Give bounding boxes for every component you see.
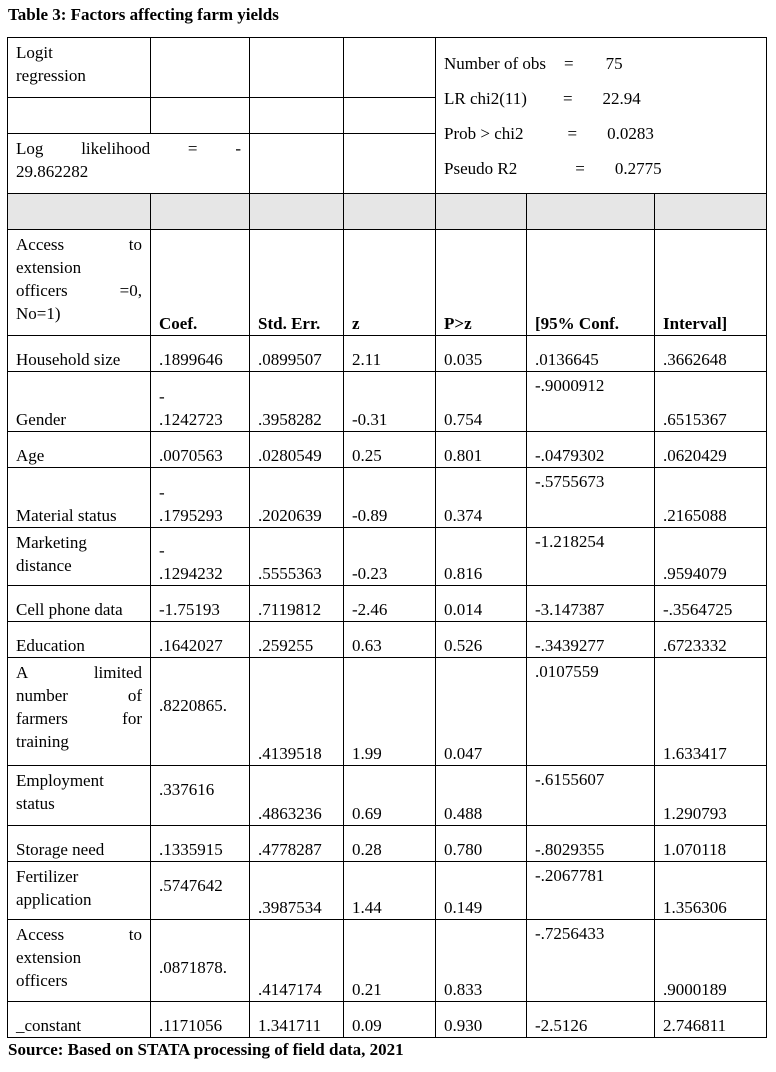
p-value: 0.754 bbox=[436, 372, 527, 432]
stat-equals: = bbox=[563, 54, 574, 73]
ci-low-value: -.0479302 bbox=[527, 432, 655, 468]
log-likelihood: Log likelihood = - 29.862282 bbox=[8, 134, 250, 194]
variable-name: Age bbox=[8, 432, 151, 468]
coef-value: - .1242723 bbox=[151, 372, 250, 432]
col-header-z: z bbox=[344, 230, 436, 336]
se-value: .0280549 bbox=[250, 432, 344, 468]
stat-value: 0.0283 bbox=[607, 124, 654, 143]
ci-low-value: .0107559 bbox=[527, 658, 655, 766]
stat-equals: = bbox=[567, 124, 578, 143]
p-value: 0.930 bbox=[436, 1002, 527, 1038]
z-value: -0.23 bbox=[344, 528, 436, 586]
z-value: 0.21 bbox=[344, 920, 436, 1002]
ci-high-value: 1.633417 bbox=[655, 658, 767, 766]
ci-high-value: 2.746811 bbox=[655, 1002, 767, 1038]
table-row bbox=[8, 826, 767, 862]
stat-value: 75 bbox=[605, 54, 623, 73]
variable-name: Material status bbox=[8, 468, 151, 528]
stat-label: Number of obs bbox=[444, 54, 546, 73]
p-value: 0.035 bbox=[436, 336, 527, 372]
z-value: 1.44 bbox=[344, 862, 436, 920]
ci-high-value: .3662648 bbox=[655, 336, 767, 372]
coef-value: .8220865. bbox=[151, 658, 250, 766]
stat-label: Pseudo R2 bbox=[444, 159, 518, 178]
variable-name: Household size bbox=[8, 336, 151, 372]
table-row bbox=[8, 336, 767, 372]
stat-label: LR chi2(11) bbox=[444, 89, 527, 108]
table-row bbox=[8, 622, 767, 658]
ci-low-value: -.5755673 bbox=[527, 468, 655, 528]
z-value: 1.99 bbox=[344, 658, 436, 766]
ci-low-value: -2.5126 bbox=[527, 1002, 655, 1038]
dependent-variable-label: Access to extension officers =0, No=1) bbox=[8, 230, 151, 336]
table-row bbox=[8, 658, 767, 766]
se-value: 1.341711 bbox=[250, 1002, 344, 1038]
p-value: 0.014 bbox=[436, 586, 527, 622]
coef-value: - .1294232 bbox=[151, 528, 250, 586]
p-value: 0.801 bbox=[436, 432, 527, 468]
ci-low-value: -.8029355 bbox=[527, 826, 655, 862]
p-value: 0.047 bbox=[436, 658, 527, 766]
z-value: 0.25 bbox=[344, 432, 436, 468]
ci-high-value: .6515367 bbox=[655, 372, 767, 432]
table-row bbox=[8, 468, 767, 528]
variable-name: A limited number of farmers for training bbox=[8, 658, 151, 766]
stat-line bbox=[444, 116, 758, 151]
variable-name: Storage need bbox=[8, 826, 151, 862]
table-row bbox=[8, 862, 767, 920]
se-value: .4863236 bbox=[250, 766, 344, 826]
coef-value: .1171056 bbox=[151, 1002, 250, 1038]
ci-high-value: .2165088 bbox=[655, 468, 767, 528]
col-header-ci-low: [95% Conf. bbox=[527, 230, 655, 336]
z-value: 0.63 bbox=[344, 622, 436, 658]
z-value: 0.09 bbox=[344, 1002, 436, 1038]
ci-high-value: 1.070118 bbox=[655, 826, 767, 862]
se-value: .0899507 bbox=[250, 336, 344, 372]
coef-value: .1899646 bbox=[151, 336, 250, 372]
column-header-row bbox=[8, 230, 767, 336]
se-value: .7119812 bbox=[250, 586, 344, 622]
variable-name: Employment status bbox=[8, 766, 151, 826]
ci-low-value: .0136645 bbox=[527, 336, 655, 372]
se-value: .4139518 bbox=[250, 658, 344, 766]
variable-name: Gender bbox=[8, 372, 151, 432]
z-value: -0.31 bbox=[344, 372, 436, 432]
stat-line bbox=[444, 81, 758, 116]
stat-equals: = bbox=[562, 89, 573, 108]
coef-value: .5747642 bbox=[151, 862, 250, 920]
variable-name: Fertilizer application bbox=[8, 862, 151, 920]
coef-value: -1.75193 bbox=[151, 586, 250, 622]
z-value: -2.46 bbox=[344, 586, 436, 622]
col-header-se: Std. Err. bbox=[250, 230, 344, 336]
table-row bbox=[8, 528, 767, 586]
p-value: 0.780 bbox=[436, 826, 527, 862]
ci-high-value: -.3564725 bbox=[655, 586, 767, 622]
col-header-coef: Coef. bbox=[151, 230, 250, 336]
table-row bbox=[8, 766, 767, 826]
ci-high-value: .9594079 bbox=[655, 528, 767, 586]
ci-low-value: -.3439277 bbox=[527, 622, 655, 658]
stat-value: 22.94 bbox=[602, 89, 641, 108]
table-row bbox=[8, 432, 767, 468]
coef-value: - .1795293 bbox=[151, 468, 250, 528]
se-value: .3958282 bbox=[250, 372, 344, 432]
table-row bbox=[8, 920, 767, 1002]
table-row bbox=[8, 372, 767, 432]
se-value: .2020639 bbox=[250, 468, 344, 528]
variable-name: Cell phone data bbox=[8, 586, 151, 622]
ci-low-value: -1.218254 bbox=[527, 528, 655, 586]
p-value: 0.816 bbox=[436, 528, 527, 586]
coef-value: .0871878. bbox=[151, 920, 250, 1002]
z-value: 0.69 bbox=[344, 766, 436, 826]
regression-table bbox=[7, 37, 767, 1038]
stat-line bbox=[444, 151, 758, 186]
ci-low-value: -3.147387 bbox=[527, 586, 655, 622]
ci-high-value: 1.290793 bbox=[655, 766, 767, 826]
stat-line bbox=[444, 46, 758, 81]
z-value: 2.11 bbox=[344, 336, 436, 372]
p-value: 0.149 bbox=[436, 862, 527, 920]
p-value: 0.374 bbox=[436, 468, 527, 528]
col-header-p: P>z bbox=[436, 230, 527, 336]
table-title: Table 3: Factors affecting farm yields bbox=[8, 5, 279, 24]
z-value: 0.28 bbox=[344, 826, 436, 862]
stat-value: 0.2775 bbox=[614, 159, 662, 178]
variable-name: _constant bbox=[8, 1002, 151, 1038]
model-label: Logit regression bbox=[8, 38, 151, 98]
model-stats bbox=[436, 38, 767, 194]
variable-name: Education bbox=[8, 622, 151, 658]
coef-value: .1335915 bbox=[151, 826, 250, 862]
variable-name: Marketing distance bbox=[8, 528, 151, 586]
ci-high-value: .6723332 bbox=[655, 622, 767, 658]
p-value: 0.526 bbox=[436, 622, 527, 658]
table-source: Source: Based on STATA processing of field data, 2021 bbox=[8, 1040, 404, 1059]
table-row bbox=[8, 586, 767, 622]
table-row bbox=[8, 1002, 767, 1038]
coef-value: .337616 bbox=[151, 766, 250, 826]
stat-equals: = bbox=[575, 159, 585, 178]
col-header-ci-high: Interval] bbox=[655, 230, 767, 336]
ci-high-value: .9000189 bbox=[655, 920, 767, 1002]
coef-value: .1642027 bbox=[151, 622, 250, 658]
stat-label: Prob > chi2 bbox=[444, 124, 524, 143]
ci-low-value: -.2067781 bbox=[527, 862, 655, 920]
se-value: .5555363 bbox=[250, 528, 344, 586]
se-value: .3987534 bbox=[250, 862, 344, 920]
variable-name: Access to extension officers bbox=[8, 920, 151, 1002]
se-value: .259255 bbox=[250, 622, 344, 658]
ci-high-value: 1.356306 bbox=[655, 862, 767, 920]
z-value: -0.89 bbox=[344, 468, 436, 528]
se-value: .4778287 bbox=[250, 826, 344, 862]
p-value: 0.833 bbox=[436, 920, 527, 1002]
ci-low-value: -.6155607 bbox=[527, 766, 655, 826]
se-value: .4147174 bbox=[250, 920, 344, 1002]
ci-low-value: -.7256433 bbox=[527, 920, 655, 1002]
ci-high-value: .0620429 bbox=[655, 432, 767, 468]
p-value: 0.488 bbox=[436, 766, 527, 826]
coef-value: .0070563 bbox=[151, 432, 250, 468]
ci-low-value: -.9000912 bbox=[527, 372, 655, 432]
